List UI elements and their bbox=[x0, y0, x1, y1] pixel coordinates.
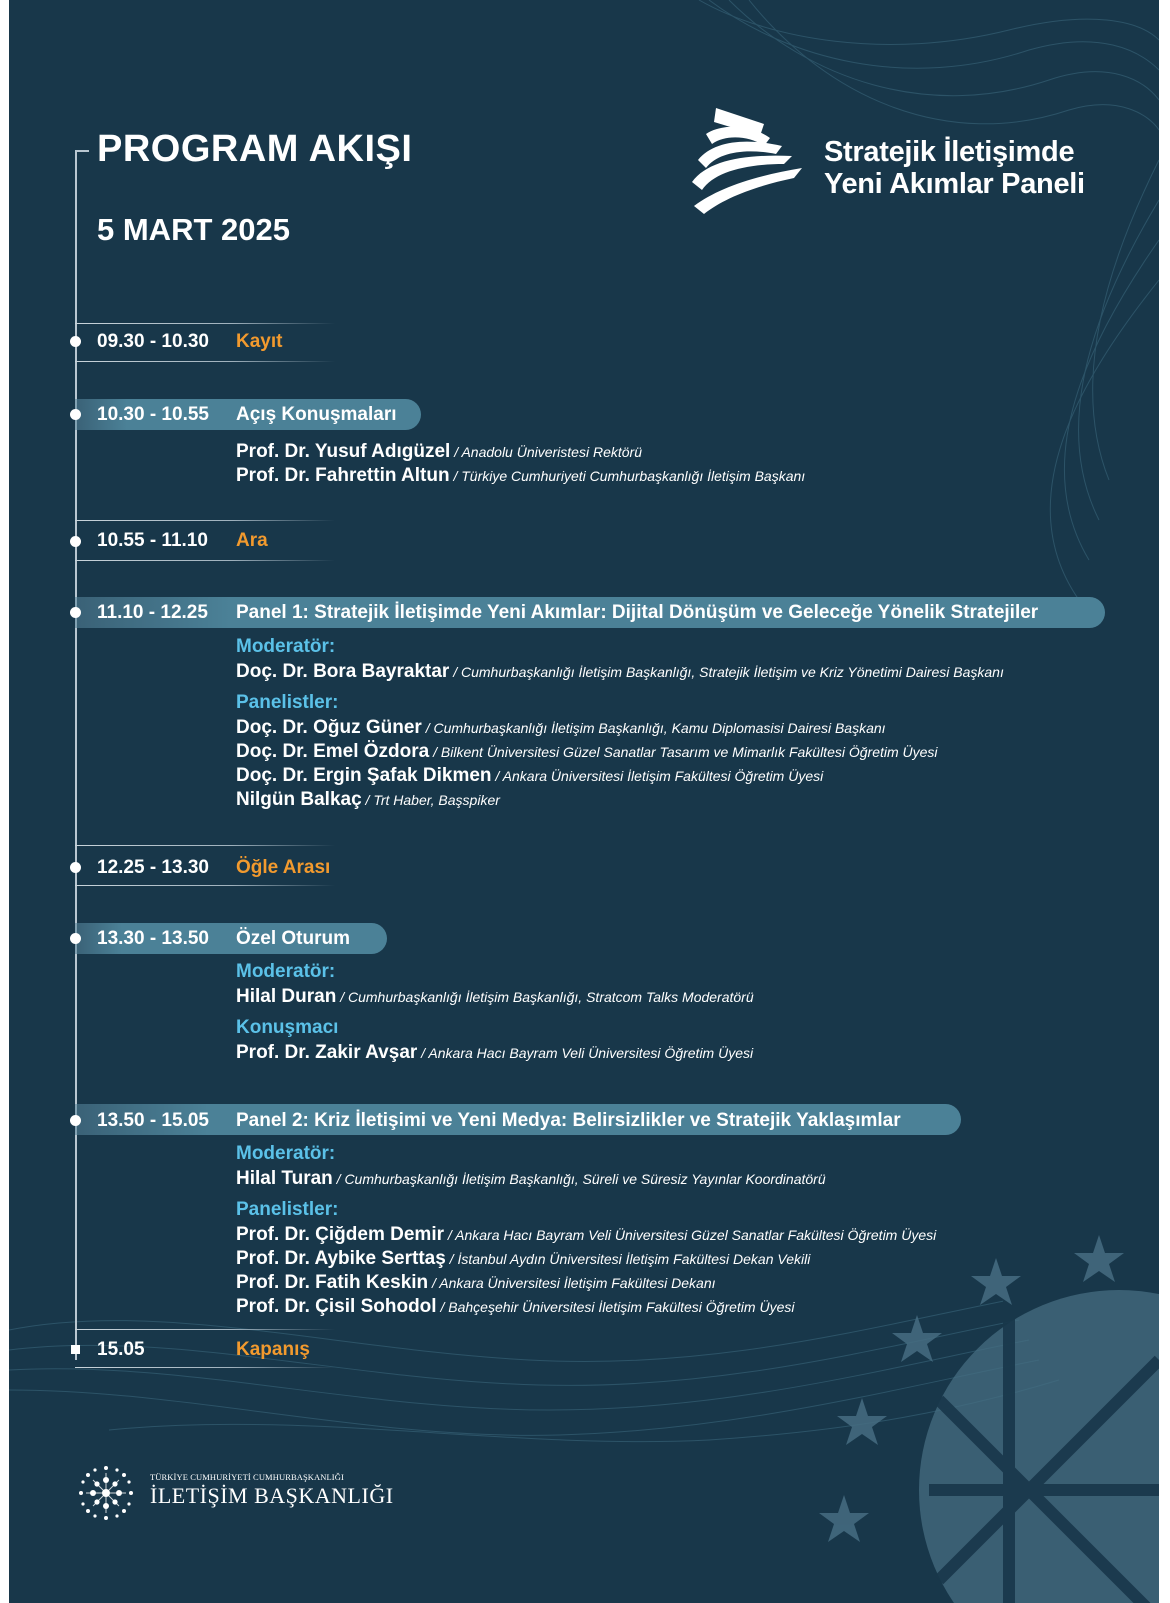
timeline-dot bbox=[70, 933, 81, 944]
session-title: Özel Oturum bbox=[236, 928, 351, 949]
panelist: Doç. Dr. Oğuz Güner / Cumhurbaşkanlığı İletişim Başkanlığı, Kamu Diplomasisi Dairesi Başkanı bbox=[236, 717, 886, 738]
event-logo-icon bbox=[684, 102, 814, 232]
panelist: Doç. Dr. Emel Özdora / Bilkent Üniversitesi Güzel Sanatlar Tasarım ve Mimarlık Fakültesi Öğretim Üyesi bbox=[236, 741, 938, 762]
timeline-end-marker bbox=[71, 1345, 80, 1354]
session-time: 11.10 - 12.25 bbox=[97, 602, 208, 623]
panelist: Prof. Dr. Fatih Keskin / Ankara Üniversitesi İletişim Fakültesi Dekanı bbox=[236, 1272, 716, 1293]
session-time: 13.50 - 15.05 bbox=[97, 1110, 209, 1131]
session-time: 12.25 - 13.30 bbox=[97, 857, 209, 878]
event-name-line2: Yeni Akımlar Paneli bbox=[824, 168, 1085, 200]
session-title: Ara bbox=[236, 530, 268, 551]
panelist: Prof. Dr. Aybike Serttaş / İstanbul Aydın Üniversitesi İletişim Fakültesi Dekan Vekili bbox=[236, 1248, 811, 1269]
panel-2-details bbox=[236, 1141, 936, 1319]
separator bbox=[75, 560, 335, 561]
separator bbox=[75, 1367, 335, 1368]
panelist: Doç. Dr. Ergin Şafak Dikmen / Ankara Üniversitesi İletişim Fakültesi Öğretim Üyesi bbox=[236, 765, 824, 786]
event-date: 5 MART 2025 bbox=[97, 212, 290, 247]
session-title: Panel 2: Kriz İletişimi ve Yeni Medya: Belirsizlikler ve Stratejik Yaklaşımlar bbox=[236, 1110, 901, 1131]
separator bbox=[75, 845, 335, 846]
timeline-tick bbox=[75, 150, 89, 152]
organization-emblem-icon bbox=[71, 1458, 141, 1528]
panelists-label: Panelistler: bbox=[236, 1199, 339, 1220]
panelist: Prof. Dr. Çisil Sohodol / Bahçeşehir Üniversitesi İletişim Fakültesi Öğretim Üyesi bbox=[236, 1296, 795, 1317]
session-time: 09.30 - 10.30 bbox=[97, 331, 209, 352]
event-logo bbox=[684, 102, 1104, 232]
separator bbox=[75, 520, 335, 521]
separator bbox=[75, 1329, 335, 1330]
panelist: Prof. Dr. Çiğdem Demir / Ankara Hacı Bayram Veli Üniversitesi Güzel Sanatlar Fakültesi Öğretim Üyesi bbox=[236, 1224, 937, 1245]
session-time: 15.05 bbox=[97, 1339, 145, 1360]
program-page bbox=[9, 0, 1159, 1603]
moderator-label: Moderatör: bbox=[236, 1143, 336, 1164]
speaker: Prof. Dr. Fahrettin Altun / Türkiye Cumhuriyeti Cumhurbaşkanlığı İletişim Başkanı bbox=[236, 465, 806, 486]
session-title: Öğle Arası bbox=[236, 857, 331, 878]
speaker-list bbox=[236, 440, 805, 488]
moderator: Hilal Turan / Cumhurbaşkanlığı İletişim Başkanlığı, Süreli ve Süresiz Yayınlar Koordinatörü bbox=[236, 1168, 826, 1189]
timeline-dot bbox=[70, 536, 81, 547]
page-title: PROGRAM AKIŞI bbox=[97, 128, 413, 170]
event-name-line1: Stratejik İletişimde bbox=[824, 136, 1075, 168]
moderator: Doç. Dr. Bora Bayraktar / Cumhurbaşkanlığı İletişim Başkanlığı, Stratejik İletişim ve Kriz Yönetimi Dairesi Başkanı bbox=[236, 661, 1004, 682]
timeline-dot bbox=[70, 1115, 81, 1126]
session-title: Kapanış bbox=[236, 1339, 310, 1360]
timeline-dot bbox=[70, 862, 81, 873]
session-title: Panel 1: Stratejik İletişimde Yeni Akımlar: Dijital Dönüşüm ve Geleceğe Yönelik Stratejiler bbox=[236, 602, 1039, 623]
organization-subtitle: TÜRKİYE CUMHURİYETİ CUMHURBAŞKANLIĞI bbox=[150, 1472, 344, 1482]
session-title: Kayıt bbox=[236, 331, 283, 352]
session-time: 10.55 - 11.10 bbox=[97, 530, 208, 551]
separator bbox=[75, 885, 335, 886]
timeline-line bbox=[75, 150, 77, 1360]
moderator: Hilal Duran / Cumhurbaşkanlığı İletişim Başkanlığı, Stratcom Talks Moderatörü bbox=[236, 986, 754, 1007]
timeline-dot bbox=[70, 409, 81, 420]
speaker: Prof. Dr. Yusuf Adıgüzel / Anadolu Üniveristesi Rektörü bbox=[236, 441, 642, 462]
session-time: 10.30 - 10.55 bbox=[97, 404, 209, 425]
moderator-label: Moderatör: bbox=[236, 961, 336, 982]
special-session-details bbox=[236, 959, 754, 1065]
panel-1-details bbox=[236, 634, 1004, 812]
organization-name: İLETİŞİM BAŞKANLIĞI bbox=[150, 1483, 394, 1508]
separator bbox=[75, 361, 335, 362]
panelist: Nilgün Balkaç / Trt Haber, Başspiker bbox=[236, 789, 500, 810]
timeline-dot bbox=[70, 607, 81, 618]
speaker-label: Konuşmacı bbox=[236, 1017, 339, 1038]
panelists-label: Panelistler: bbox=[236, 692, 339, 713]
speaker: Prof. Dr. Zakir Avşar / Ankara Hacı Bayram Veli Üniversitesi Öğretim Üyesi bbox=[236, 1042, 754, 1063]
timeline-dot bbox=[70, 336, 81, 347]
session-title: Açış Konuşmaları bbox=[236, 404, 397, 425]
session-time: 13.30 - 13.50 bbox=[97, 928, 209, 949]
organization-logo bbox=[71, 1458, 401, 1548]
separator bbox=[75, 323, 335, 324]
moderator-label: Moderatör: bbox=[236, 636, 336, 657]
